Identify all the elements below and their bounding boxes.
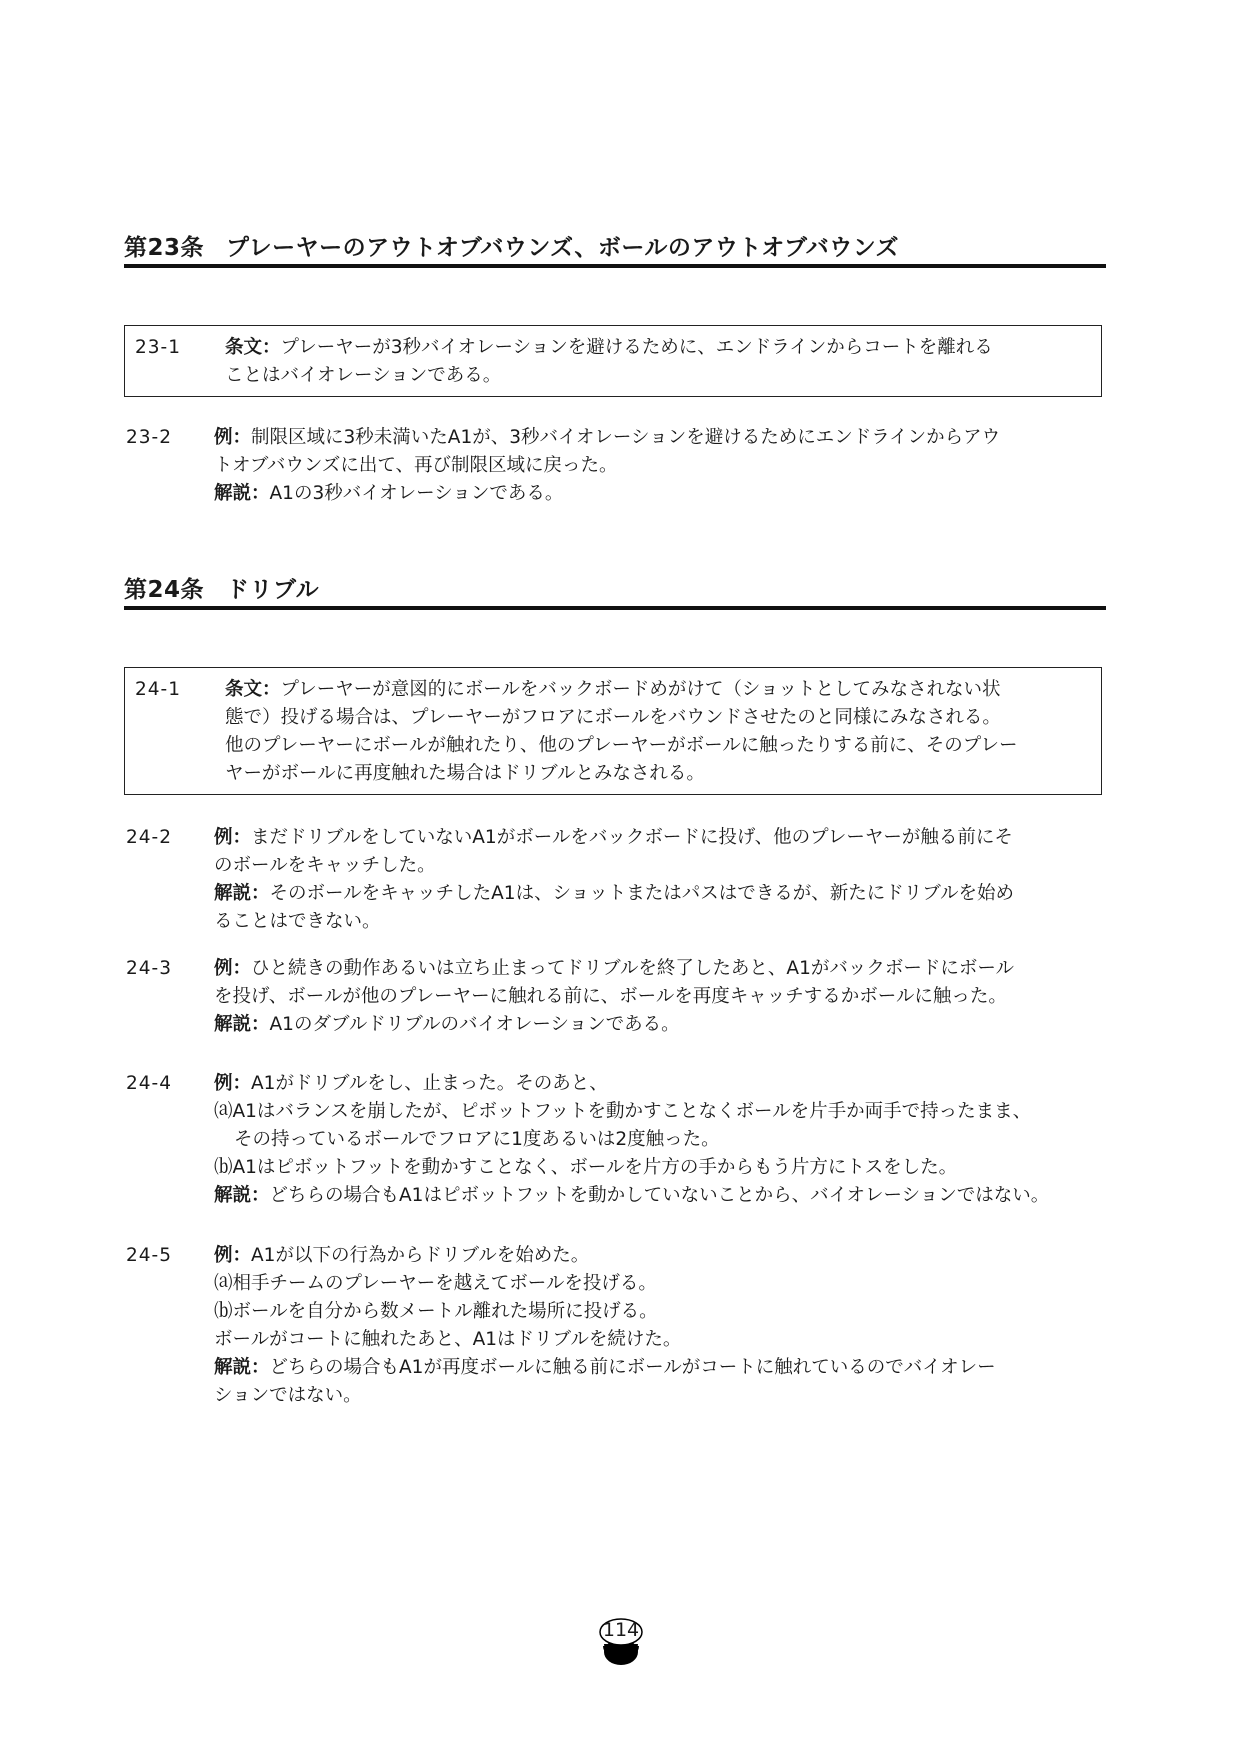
explanation-label: 解説： (214, 1185, 270, 1206)
example-line: A1が以下の行為からドリブルを始めた。 (251, 1245, 590, 1266)
example-line: ひと続きの動作あるいは立ち止まってドリブルを終了したあと、A1がバックボードにボール (251, 958, 1014, 979)
explanation-line: どちらの場合もA1が再度ボールに触る前にボールがコートに触れているのでバイオレー (269, 1357, 996, 1378)
article-24-number: 第24条 (124, 577, 205, 603)
explanation-line: ることはできない。 (214, 911, 381, 932)
explanation-label: 解説： (214, 1014, 270, 1035)
example-line: を投げ、ボールが他のプレーヤーに触れる前に、ボールを再度キャッチするかボールに触った。 (214, 986, 1007, 1007)
sub-case-line: ⒜相手チームのプレーヤーを越えてボールを投げる。 (214, 1273, 657, 1294)
item-23-2 (124, 424, 1110, 508)
sub-case-line: ⒝ボールを自分から数メートル離れた場所に投げる。 (214, 1301, 658, 1322)
item-24-4-number: 24-4 (126, 1073, 172, 1094)
explanation-line: どちらの場合もA1はピボットフットを動かしていないことから、バイオレーションではない。 (269, 1185, 1050, 1206)
item-23-1-number: 23-1 (135, 337, 181, 358)
explanation-line: そのボールをキャッチしたA1は、ショットまたはパスはできるが、新たにドリブルを始め (269, 883, 1014, 904)
sub-case-line: ⒜A1はバランスを崩したが、ピボットフットを動かすことなくボールを片手か両手で持ったまま、 (214, 1101, 1032, 1122)
sub-case-line: その持っているボールでフロアに1度あるいは2度触った。 (234, 1129, 720, 1150)
example-label: 例： (214, 958, 252, 979)
explanation-label: 解説： (214, 483, 270, 504)
example-line: まだドリブルをしていないA1がボールをバックボードに投げ、他のプレーヤーが触る前にそ (251, 827, 1013, 848)
article-23-heading (124, 229, 1106, 262)
article-24-title: ドリブル (226, 577, 320, 603)
explanation-label: 解説： (214, 883, 270, 904)
item-24-1-line: 他のプレーヤーにボールが触れたり、他のプレーヤーがボールに触ったりする前に、そのプレー (225, 735, 1018, 756)
item-24-1-number: 24-1 (135, 679, 181, 700)
item-24-3-number: 24-3 (126, 958, 172, 979)
example-line: A1がドリブルをし、止まった。そのあと、 (251, 1073, 608, 1094)
example-label: 例： (214, 827, 252, 848)
explanation-line: A1のダブルドリブルのバイオレーションである。 (269, 1014, 680, 1035)
item-24-5-number: 24-5 (126, 1245, 172, 1266)
article-23-rule (124, 264, 1106, 268)
example-line: トオブバウンズに出て、再び制限区域に戻った。 (214, 455, 618, 476)
item-23-1-line: プレーヤーが3秒バイオレーションを避けるために、エンドラインからコートを離れる (280, 337, 993, 358)
article-24-rule (124, 606, 1106, 610)
item-24-1-line: ヤーがボールに再度触れた場合はドリブルとみなされる。 (225, 763, 705, 784)
article-23-number: 第23条 (124, 235, 205, 261)
example-label: 例： (214, 1073, 252, 1094)
item-23-2-number: 23-2 (126, 427, 172, 448)
example-label: 例： (214, 1245, 252, 1266)
item-24-1-line: プレーヤーが意図的にボールをバックボードめがけて（ショットとしてみなされない状 (280, 679, 1001, 700)
sub-case-line: ボールがコートに触れたあと、A1はドリブルを続けた。 (214, 1329, 682, 1350)
article-23-title: プレーヤーのアウトオブバウンズ、ボールのアウトオブバウンズ (226, 235, 900, 261)
example-line: 制限区域に3秒未満いたA1が、3秒バイオレーションを避けるためにエンドラインからアウ (251, 427, 1001, 448)
item-23-1-label: 条文： (225, 337, 281, 358)
example-line: のボールをキャッチした。 (214, 855, 436, 876)
item-23-1-line: ことはバイオレーションである。 (225, 365, 502, 386)
explanation-label: 解説： (214, 1357, 270, 1378)
article-24-heading (124, 571, 1106, 604)
item-24-5 (124, 1242, 1110, 1410)
explanation-line: ションではない。 (214, 1385, 362, 1406)
item-24-1-box (124, 667, 1102, 795)
item-24-2-number: 24-2 (126, 827, 172, 848)
item-24-2 (124, 824, 1110, 936)
example-label: 例： (214, 427, 252, 448)
item-24-1-line: 態で）投げる場合は、プレーヤーがフロアにボールをバウンドさせたのと同様にみなされる。 (225, 707, 1001, 728)
sub-case-line: ⒝A1はピボットフットを動かすことなく、ボールを片方の手からもう片方にトスをした。 (214, 1157, 958, 1178)
item-24-4 (124, 1070, 1110, 1210)
item-24-3 (124, 955, 1110, 1039)
page-number-badge (598, 1616, 644, 1674)
item-23-1-box (124, 325, 1102, 397)
item-24-1-label: 条文： (225, 679, 281, 700)
explanation-line: A1の3秒バイオレーションである。 (269, 483, 564, 504)
page-number: 114 (602, 1619, 640, 1641)
